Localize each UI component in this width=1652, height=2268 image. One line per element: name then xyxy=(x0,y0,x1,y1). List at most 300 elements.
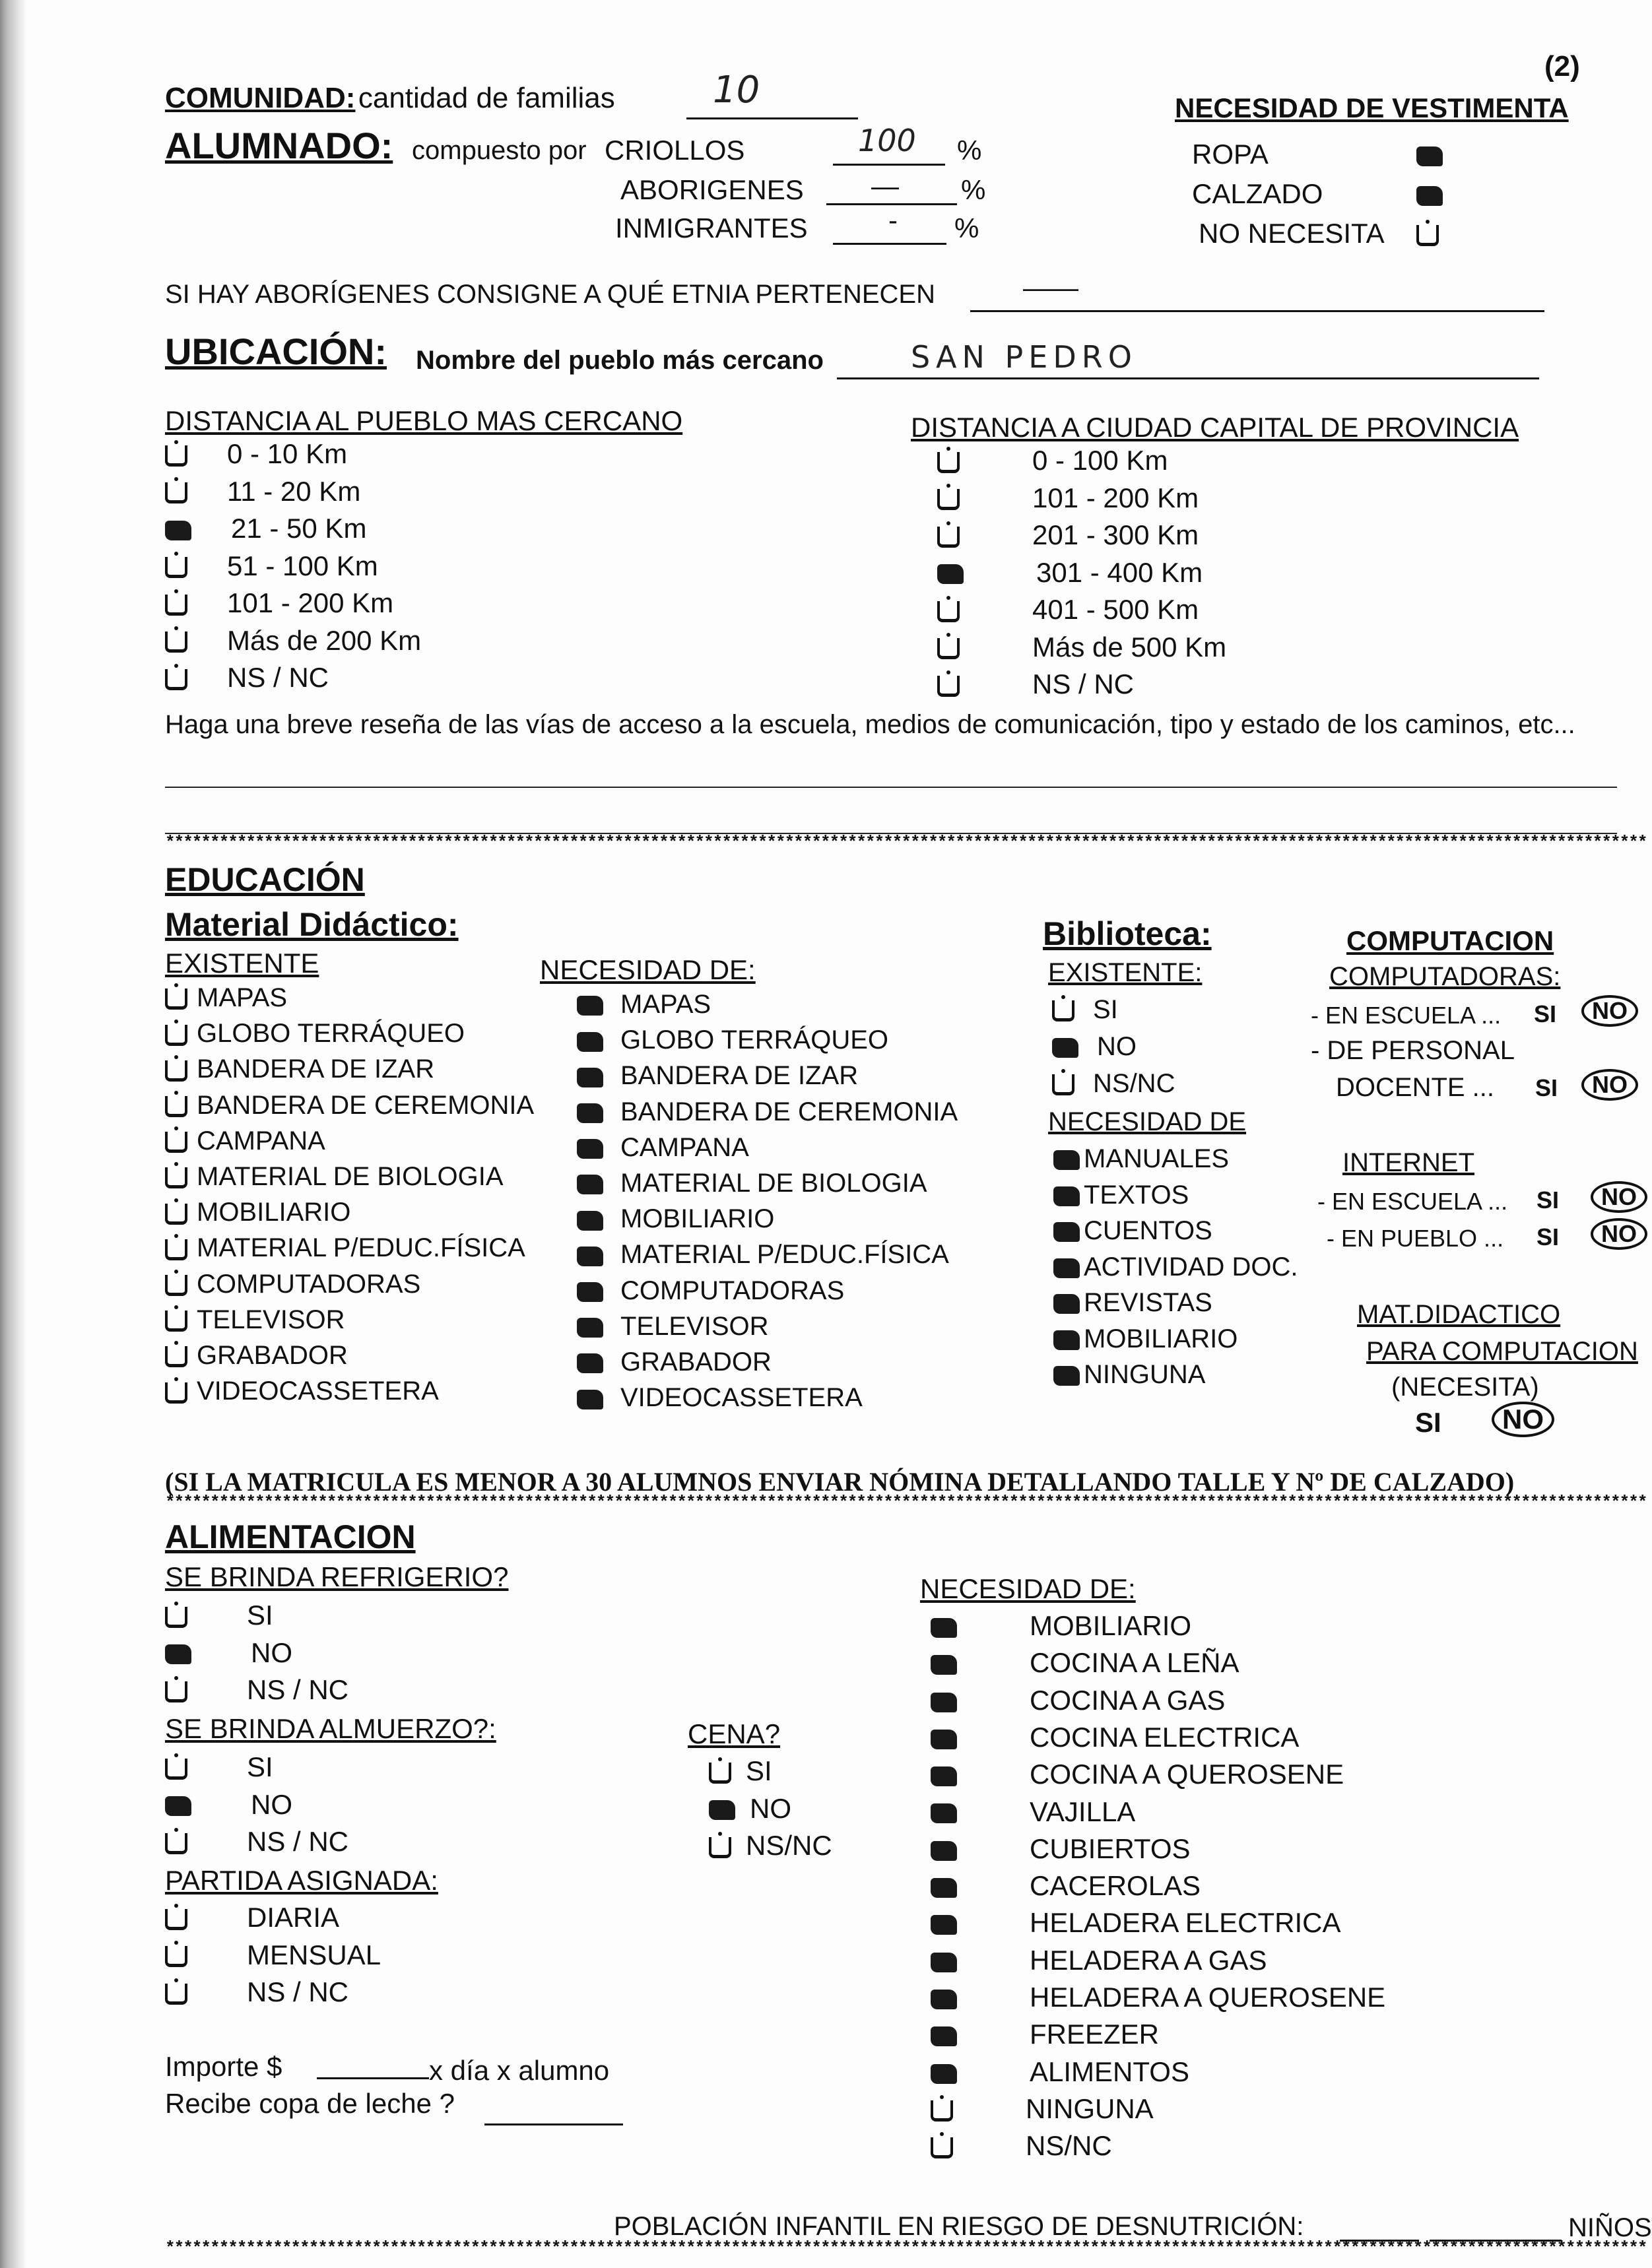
comp-docente-si[interactable]: SI xyxy=(1535,1074,1558,1101)
existente-item-label: BANDERA DE CEREMONIA xyxy=(197,1090,535,1120)
comp-docente-label: DOCENTE ... xyxy=(1336,1073,1495,1102)
necesita-label: (NECESITA) xyxy=(1391,1373,1539,1402)
circled-no: NO xyxy=(1591,1181,1647,1213)
partida-option-2[interactable] xyxy=(165,1976,348,2008)
checked-mark-icon xyxy=(577,1247,603,1266)
cena-option-0[interactable] xyxy=(709,1755,772,1787)
alimentacion-heading: ALIMENTACION xyxy=(165,1518,416,1555)
existente-item-label: VIDEOCASSETERA xyxy=(197,1377,439,1406)
biblioteca-heading: Biblioteca: xyxy=(1043,915,1212,952)
distancia-capital-option-2[interactable] xyxy=(937,519,1199,551)
partida-option-label: DIARIA xyxy=(247,1902,340,1933)
computacion-heading: COMPUTACION xyxy=(1346,925,1554,956)
alim-necesidad-item-3[interactable] xyxy=(931,1722,1299,1753)
alumnado-intro: compuesto por xyxy=(412,136,587,165)
distancia-capital-option-1[interactable] xyxy=(937,482,1199,514)
importe-label: Importe $ xyxy=(165,2051,282,2082)
checked-mark-icon xyxy=(577,1211,603,1231)
existente-item-4[interactable] xyxy=(165,1126,325,1156)
empty-box-icon xyxy=(165,632,187,653)
vestimenta-ropa[interactable] xyxy=(1192,139,1456,170)
vestimenta-heading: NECESIDAD DE VESTIMENTA xyxy=(1175,92,1569,123)
checked-mark-icon xyxy=(577,1032,603,1052)
existente-item-11[interactable] xyxy=(165,1377,439,1406)
cena-option-label: NO xyxy=(750,1792,791,1824)
separator-stars-3: ********************************************************************************************************************************************************************* xyxy=(165,2238,1647,2258)
material-heading: Material Didáctico: xyxy=(165,906,459,943)
ubicacion-value[interactable]: SAN PEDRO xyxy=(911,339,1137,375)
checked-mark-icon xyxy=(931,1730,957,1749)
alim-necesidad-item-label: CUBIERTOS xyxy=(1030,1832,1191,1864)
empty-box-icon xyxy=(937,601,960,622)
comunidad-heading: COMUNIDAD: xyxy=(165,82,356,114)
checked-mark-icon xyxy=(931,1915,957,1935)
refrigerio-option-2[interactable] xyxy=(165,1674,348,1706)
biblioteca-existente-option-1[interactable] xyxy=(1052,1032,1137,1062)
necesidad-item-0[interactable] xyxy=(577,990,711,1020)
biblioteca-necesidad-item-0[interactable] xyxy=(1053,1144,1229,1174)
distancia-capital-heading: DISTANCIA A CIUDAD CAPITAL DE PROVINCIA xyxy=(911,412,1519,443)
circled-no: NO xyxy=(1492,1402,1554,1437)
empty-box-icon xyxy=(165,1346,187,1367)
distancia-pueblo-option-1[interactable] xyxy=(165,476,360,507)
alim-necesidad-item-label: HELADERA A GAS xyxy=(1030,1944,1267,1976)
educacion-heading: EDUCACIÓN xyxy=(165,861,365,898)
vestimenta-no-necesita-label: NO NECESITA xyxy=(1199,218,1385,249)
distancia-pueblo-option-label: NS / NC xyxy=(227,662,329,693)
existente-item-label: MAPAS xyxy=(197,983,288,1012)
empty-box-icon xyxy=(165,445,187,467)
necesidad-item-label: MATERIAL DE BIOLOGIA xyxy=(620,1169,927,1198)
checked-mark-icon xyxy=(577,1103,603,1123)
alim-necesidad-item-label: NS/NC xyxy=(1026,2130,1112,2162)
biblioteca-existente-option-0[interactable] xyxy=(1052,995,1118,1025)
distancia-pueblo-option-label: 0 - 10 Km xyxy=(227,438,348,469)
vestimenta-calzado-label: CALZADO xyxy=(1192,178,1323,209)
internet-pueblo-si[interactable]: SI xyxy=(1536,1223,1560,1250)
checked-mark-icon xyxy=(1416,186,1443,206)
refrigerio-option-label: NO xyxy=(251,1636,292,1668)
existente-item-6[interactable] xyxy=(165,1198,350,1227)
alim-necesidad-item-label: COCINA ELECTRICA xyxy=(1030,1721,1300,1753)
ubicacion-underline xyxy=(837,377,1539,379)
distancia-capital-option-label: Más de 500 Km xyxy=(1032,631,1227,663)
checked-mark-icon xyxy=(1053,1258,1080,1278)
checked-mark-icon xyxy=(577,1139,603,1159)
empty-box-icon xyxy=(165,1681,187,1702)
existente-heading: EXISTENTE xyxy=(165,948,319,979)
necesidad-item-label: TELEVISOR xyxy=(620,1311,769,1341)
partida-heading: PARTIDA ASIGNADA: xyxy=(165,1865,438,1896)
empty-box-icon xyxy=(165,1025,187,1046)
empty-box-icon xyxy=(165,1607,187,1628)
existente-item-label: MOBILIARIO xyxy=(197,1198,351,1227)
partida-option-1[interactable] xyxy=(165,1939,381,1971)
alim-necesidad-item-10[interactable] xyxy=(931,1982,1385,2013)
poblacion-suffix: NIÑOS xyxy=(1568,2213,1652,2242)
almuerzo-option-0[interactable] xyxy=(165,1751,273,1783)
comunidad-underline xyxy=(686,117,858,119)
alim-necesidad-item-label: MOBILIARIO xyxy=(1030,1610,1192,1641)
existente-item-7[interactable] xyxy=(165,1233,525,1263)
poblacion-label: POBLACIÓN INFANTIL EN RIESGO DE DESNUTRICIÓN: xyxy=(614,2212,1304,2241)
partida-option-label: NS / NC xyxy=(247,1976,349,2007)
necesidad-item-9[interactable] xyxy=(577,1312,769,1342)
checked-mark-icon xyxy=(577,996,603,1016)
alim-necesidad-item-7[interactable] xyxy=(931,1870,1201,1902)
alumnado-inmigrantes-label: INMIGRANTES xyxy=(615,212,808,243)
alim-necesidad-item-14[interactable] xyxy=(931,2130,1112,2162)
alim-necesidad-item-label: COCINA A QUEROSENE xyxy=(1030,1759,1344,1790)
distancia-pueblo-option-2[interactable] xyxy=(165,513,366,544)
necesidad-item-label: MOBILIARIO xyxy=(620,1204,775,1234)
empty-box-icon xyxy=(165,1311,187,1332)
empty-box-icon xyxy=(165,1239,187,1260)
checked-mark-icon xyxy=(577,1175,603,1194)
biblioteca-existente-option-2[interactable] xyxy=(1052,1069,1175,1099)
criollos-underline xyxy=(833,164,945,166)
existente-item-3[interactable] xyxy=(165,1091,534,1120)
scan-margin xyxy=(0,0,26,2268)
distancia-capital-option-5[interactable] xyxy=(937,632,1226,663)
vestimenta-ropa-label: ROPA xyxy=(1192,139,1269,170)
biblioteca-existente-option-label: NS/NC xyxy=(1093,1069,1175,1098)
necesidad-item-1[interactable] xyxy=(577,1025,888,1055)
necesidad-item-4[interactable] xyxy=(577,1133,749,1163)
refrigerio-option-1[interactable] xyxy=(165,1637,292,1669)
mat-si[interactable]: SI xyxy=(1415,1407,1441,1438)
alim-necesidad-item-2[interactable] xyxy=(931,1685,1225,1716)
cena-heading: CENA? xyxy=(688,1718,781,1749)
comunidad-label: cantidad de familias xyxy=(358,82,615,114)
etnia-underline xyxy=(970,310,1544,312)
biblioteca-necesidad-item-label: NINGUNA xyxy=(1084,1360,1206,1389)
circled-no: NO xyxy=(1581,1069,1638,1101)
vestimenta-calzado[interactable] xyxy=(1192,178,1456,210)
distancia-capital-option-label: 201 - 300 Km xyxy=(1032,519,1199,550)
checked-mark-icon xyxy=(165,521,191,540)
existente-item-10[interactable] xyxy=(165,1341,348,1371)
comp-escuela-no[interactable] xyxy=(1581,995,1638,1027)
para-computacion-heading: PARA COMPUTACION xyxy=(1366,1337,1638,1366)
cena-option-label: NS/NC xyxy=(746,1830,832,1861)
empty-box-icon xyxy=(165,557,187,578)
alim-necesidad-item-6[interactable] xyxy=(931,1833,1191,1865)
checked-mark-icon xyxy=(931,1766,957,1786)
necesidad-item-6[interactable] xyxy=(577,1204,774,1234)
distancia-pueblo-option-4[interactable] xyxy=(165,587,393,619)
comunidad-value[interactable]: 10 xyxy=(713,69,760,112)
empty-box-icon xyxy=(165,1096,187,1117)
empty-box-icon xyxy=(165,1759,187,1780)
existente-item-1[interactable] xyxy=(165,1019,465,1049)
distancia-capital-option-label: 401 - 500 Km xyxy=(1032,594,1199,625)
necesidad-item-label: COMPUTADORAS xyxy=(620,1276,845,1305)
distancia-pueblo-option-label: 21 - 50 Km xyxy=(231,513,367,544)
checked-mark-icon xyxy=(1053,1330,1080,1350)
empty-box-icon xyxy=(1052,1074,1074,1095)
separator-stars-1: ********************************************************************************************************************************************************************* xyxy=(165,833,1647,853)
necesidad-item-label: BANDERA DE CEREMONIA xyxy=(620,1097,958,1126)
alim-necesidad-item-8[interactable] xyxy=(931,1907,1340,1939)
checked-mark-icon xyxy=(1053,1366,1080,1386)
comp-escuela-si[interactable]: SI xyxy=(1534,1000,1557,1027)
necesidad-item-8[interactable] xyxy=(577,1276,844,1306)
checked-mark-icon xyxy=(577,1318,603,1338)
checked-mark-icon xyxy=(931,1655,957,1675)
leche-label: Recibe copa de leche ? xyxy=(165,2088,455,2119)
biblioteca-existente-heading: EXISTENTE: xyxy=(1048,958,1203,987)
existente-item-5[interactable] xyxy=(165,1162,504,1192)
alim-necesidad-item-4[interactable] xyxy=(931,1759,1344,1790)
separator-stars-2: ********************************************************************************************************************************************************************* xyxy=(165,1493,1647,1512)
biblioteca-necesidad-item-4[interactable] xyxy=(1053,1288,1212,1318)
existente-item-label: MATERIAL P/EDUC.FÍSICA xyxy=(197,1233,525,1263)
circled-no: NO xyxy=(1591,1218,1647,1250)
existente-item-label: CAMPANA xyxy=(197,1126,325,1155)
existente-item-label: COMPUTADORAS xyxy=(197,1269,421,1299)
checked-mark-icon xyxy=(931,1618,957,1638)
computadoras-heading: COMPUTADORAS: xyxy=(1329,962,1561,991)
necesidad-item-7[interactable] xyxy=(577,1240,949,1270)
empty-box-icon xyxy=(709,1837,731,1858)
alim-necesidad-item-label: HELADERA A QUEROSENE xyxy=(1030,1982,1386,2013)
empty-box-icon xyxy=(165,595,187,616)
distancia-capital-option-label: 101 - 200 Km xyxy=(1032,482,1199,513)
necesidad-item-5[interactable] xyxy=(577,1169,927,1198)
biblioteca-necesidad-item-label: ACTIVIDAD DOC. xyxy=(1084,1252,1298,1281)
alim-necesidad-item-9[interactable] xyxy=(931,1945,1267,1976)
distancia-pueblo-option-label: 51 - 100 Km xyxy=(227,550,378,581)
distancia-capital-option-label: 0 - 100 Km xyxy=(1032,445,1168,476)
checked-mark-icon xyxy=(1416,146,1443,166)
biblioteca-necesidad-item-label: TEXTOS xyxy=(1084,1180,1189,1210)
existente-item-label: BANDERA DE IZAR xyxy=(197,1054,435,1084)
internet-escuela-label: - EN ESCUELA ... xyxy=(1317,1188,1508,1215)
biblioteca-necesidad-item-2[interactable] xyxy=(1053,1216,1212,1246)
existente-item-8[interactable] xyxy=(165,1270,420,1299)
empty-box-icon xyxy=(165,1132,187,1153)
empty-box-icon xyxy=(165,669,187,690)
alim-necesidad-item-label: NINGUNA xyxy=(1026,2092,1154,2124)
distancia-pueblo-option-label: 11 - 20 Km xyxy=(227,475,361,507)
checked-mark-icon xyxy=(709,1800,735,1820)
checked-mark-icon xyxy=(931,1841,957,1861)
checked-mark-icon xyxy=(577,1390,603,1409)
alim-necesidad-item-11[interactable] xyxy=(931,2019,1159,2050)
alim-necesidad-item-label: COCINA A GAS xyxy=(1030,1684,1226,1716)
empty-box-icon xyxy=(165,1204,187,1225)
necesidad-item-11[interactable] xyxy=(577,1383,863,1413)
mat-no[interactable] xyxy=(1492,1402,1554,1437)
empty-box-icon xyxy=(165,1833,187,1854)
distancia-capital-option-6[interactable] xyxy=(937,668,1134,700)
internet-pueblo-label: - EN PUEBLO ... xyxy=(1327,1225,1504,1252)
biblioteca-necesidad-item-label: MANUALES xyxy=(1084,1144,1230,1173)
distancia-pueblo-option-label: Más de 200 Km xyxy=(227,624,422,656)
comp-escuela-label: - EN ESCUELA ... xyxy=(1311,1002,1502,1029)
alim-necesidad-item-13[interactable] xyxy=(931,2093,1154,2125)
internet-pueblo-no[interactable] xyxy=(1591,1218,1647,1250)
empty-box-icon xyxy=(937,452,960,473)
distancia-capital-option-label: NS / NC xyxy=(1032,668,1135,699)
distancia-pueblo-option-5[interactable] xyxy=(165,625,421,657)
existente-item-2[interactable] xyxy=(165,1054,434,1084)
resena-line-1 xyxy=(165,787,1617,788)
distancia-capital-option-3[interactable] xyxy=(937,557,1203,589)
empty-box-icon xyxy=(937,527,960,548)
alumnado-inmigrantes-value[interactable]: - xyxy=(888,205,898,236)
internet-escuela-si[interactable]: SI xyxy=(1536,1186,1560,1214)
biblioteca-necesidad-item-6[interactable] xyxy=(1053,1360,1205,1390)
partida-option-0[interactable] xyxy=(165,1902,339,1933)
alim-necesidad-item-label: CACEROLAS xyxy=(1030,1870,1201,1902)
alim-necesidad-item-label: HELADERA ELECTRICA xyxy=(1030,1907,1341,1939)
distancia-pueblo-option-6[interactable] xyxy=(165,662,329,694)
necesidad-item-10[interactable] xyxy=(577,1347,772,1377)
necesidad-item-label: MATERIAL P/EDUC.FÍSICA xyxy=(620,1240,949,1270)
importe-suffix: x día x alumno xyxy=(429,2055,610,2086)
internet-escuela-no[interactable] xyxy=(1591,1181,1647,1213)
necesidad-item-label: BANDERA DE IZAR xyxy=(620,1061,859,1091)
alim-necesidad-item-label: ALIMENTOS xyxy=(1030,2056,1189,2087)
almuerzo-option-label: NS / NC xyxy=(247,1826,349,1857)
checked-mark-icon xyxy=(931,1693,957,1712)
empty-box-icon xyxy=(165,1946,187,1967)
distancia-capital-option-0[interactable] xyxy=(937,445,1168,476)
empty-box-icon xyxy=(1416,225,1439,246)
refrigerio-option-label: SI xyxy=(247,1600,273,1631)
necesidad-item-3[interactable] xyxy=(577,1097,958,1127)
existente-item-label: GLOBO TERRÁQUEO xyxy=(197,1019,465,1049)
importe-underline[interactable] xyxy=(317,2077,429,2079)
alim-necesidad-item-label: VAJILLA xyxy=(1030,1796,1136,1827)
checked-mark-icon xyxy=(931,1953,957,1972)
comp-docente-no[interactable] xyxy=(1581,1069,1638,1101)
biblioteca-existente-option-label: NO xyxy=(1097,1032,1137,1061)
distancia-pueblo-option-3[interactable] xyxy=(165,550,378,582)
checked-mark-icon xyxy=(577,1282,603,1302)
almuerzo-option-1[interactable] xyxy=(165,1789,292,1821)
distancia-capital-option-4[interactable] xyxy=(937,594,1199,626)
alumnado-heading: ALUMNADO: xyxy=(165,125,393,166)
inmigrantes-underline xyxy=(833,243,946,245)
empty-box-icon xyxy=(165,1060,187,1082)
checked-mark-icon xyxy=(165,1796,191,1816)
necesidad-item-2[interactable] xyxy=(577,1061,858,1091)
alumnado-criollos-label: CRIOLLOS xyxy=(605,135,745,166)
inmigrantes-unit: % xyxy=(954,212,979,243)
biblioteca-existente-option-label: SI xyxy=(1093,995,1118,1024)
empty-box-icon xyxy=(165,482,187,503)
checked-mark-icon xyxy=(165,1644,191,1664)
leche-underline[interactable] xyxy=(484,2123,623,2125)
checked-mark-icon xyxy=(1053,1294,1080,1314)
checked-mark-icon xyxy=(931,2064,957,2084)
empty-box-icon xyxy=(165,1909,187,1930)
empty-box-icon xyxy=(709,1763,731,1784)
necesidad-item-label: GRABADOR xyxy=(620,1347,772,1377)
checked-mark-icon xyxy=(937,564,964,584)
necesidad-heading: NECESIDAD DE: xyxy=(540,954,756,985)
matricula-note: (SI LA MATRICULA ES MENOR A 30 ALUMNOS ENVIAR NÓMINA DETALLANDO TALLE Y Nº DE CALZADO) xyxy=(165,1467,1515,1497)
biblioteca-necesidad-heading: NECESIDAD DE xyxy=(1048,1107,1247,1136)
vestimenta-no-necesita[interactable] xyxy=(1199,218,1455,249)
alumnado-criollos-value[interactable]: 100 xyxy=(858,123,916,158)
biblioteca-necesidad-item-5[interactable] xyxy=(1053,1324,1238,1354)
partida-option-label: MENSUAL xyxy=(247,1939,381,1970)
checked-mark-icon xyxy=(1053,1222,1080,1242)
checked-mark-icon xyxy=(931,1803,957,1823)
empty-box-icon xyxy=(937,489,960,510)
biblioteca-necesidad-item-3[interactable] xyxy=(1053,1252,1298,1282)
empty-box-icon xyxy=(165,1275,187,1296)
circled-no: NO xyxy=(1581,995,1638,1027)
existente-item-9[interactable] xyxy=(165,1305,345,1335)
biblioteca-necesidad-item-label: REVISTAS xyxy=(1084,1288,1212,1317)
etnia-label: SI HAY ABORÍGENES CONSIGNE A QUÉ ETNIA PERTENECEN xyxy=(165,280,935,309)
existente-item-0[interactable] xyxy=(165,983,287,1013)
almuerzo-heading: SE BRINDA ALMUERZO?: xyxy=(165,1713,496,1744)
refrigerio-option-0[interactable] xyxy=(165,1600,273,1631)
checked-mark-icon xyxy=(931,2026,957,2046)
empty-box-icon xyxy=(165,1167,187,1188)
cena-option-label: SI xyxy=(746,1755,772,1786)
aborigenes-unit: % xyxy=(961,174,986,205)
alim-necesidad-item-label: COCINA A LEÑA xyxy=(1030,1647,1239,1679)
empty-box-icon xyxy=(937,638,960,659)
distancia-pueblo-option-0[interactable] xyxy=(165,438,347,470)
alumnado-aborigenes-value[interactable]: — xyxy=(871,170,899,201)
checked-mark-icon xyxy=(577,1353,603,1373)
page-number: (2) xyxy=(1544,50,1580,82)
alim-necesidad-item-12[interactable] xyxy=(931,2056,1189,2088)
alim-necesidad-item-5[interactable] xyxy=(931,1796,1135,1828)
empty-box-icon xyxy=(165,1382,187,1404)
necesidad-item-label: MAPAS xyxy=(620,990,711,1019)
empty-box-icon xyxy=(165,988,187,1010)
cena-option-1[interactable] xyxy=(709,1793,791,1825)
internet-heading: INTERNET xyxy=(1342,1148,1474,1177)
checked-mark-icon xyxy=(931,1878,957,1898)
biblioteca-necesidad-item-label: MOBILIARIO xyxy=(1084,1324,1238,1353)
refrigerio-option-label: NS / NC xyxy=(247,1674,349,1705)
existente-item-label: MATERIAL DE BIOLOGIA xyxy=(197,1162,504,1191)
resena-label: Haga una breve reseña de las vías de acceso a la escuela, medios de comunicación, tipo y estado de los caminos, etc... xyxy=(165,710,1575,739)
necesidad-item-label: CAMPANA xyxy=(620,1132,749,1162)
checked-mark-icon xyxy=(577,1068,603,1087)
alim-necesidad-item-0[interactable] xyxy=(931,1610,1191,1642)
almuerzo-option-label: NO xyxy=(251,1788,292,1820)
mat-didactico-heading: MAT.DIDACTICO xyxy=(1357,1300,1561,1329)
ubicacion-label: Nombre del pueblo más cercano xyxy=(416,346,824,375)
empty-box-icon xyxy=(931,2137,953,2158)
empty-box-icon xyxy=(937,676,960,697)
checked-mark-icon xyxy=(1053,1186,1080,1206)
empty-box-icon xyxy=(931,2100,953,2122)
existente-item-label: GRABADOR xyxy=(197,1341,348,1370)
biblioteca-necesidad-item-1[interactable] xyxy=(1053,1181,1189,1210)
cena-option-2[interactable] xyxy=(709,1830,832,1862)
alim-necesidad-item-1[interactable] xyxy=(931,1647,1239,1679)
ubicacion-heading: UBICACIÓN: xyxy=(165,331,387,372)
alumnado-aborigenes-label: ABORIGENES xyxy=(620,174,804,205)
etnia-value[interactable]: —— xyxy=(1023,272,1078,303)
checked-mark-icon xyxy=(1053,1150,1080,1170)
almuerzo-option-2[interactable] xyxy=(165,1826,348,1858)
refrigerio-heading: SE BRINDA REFRIGERIO? xyxy=(165,1561,509,1592)
checked-mark-icon xyxy=(1052,1038,1078,1058)
